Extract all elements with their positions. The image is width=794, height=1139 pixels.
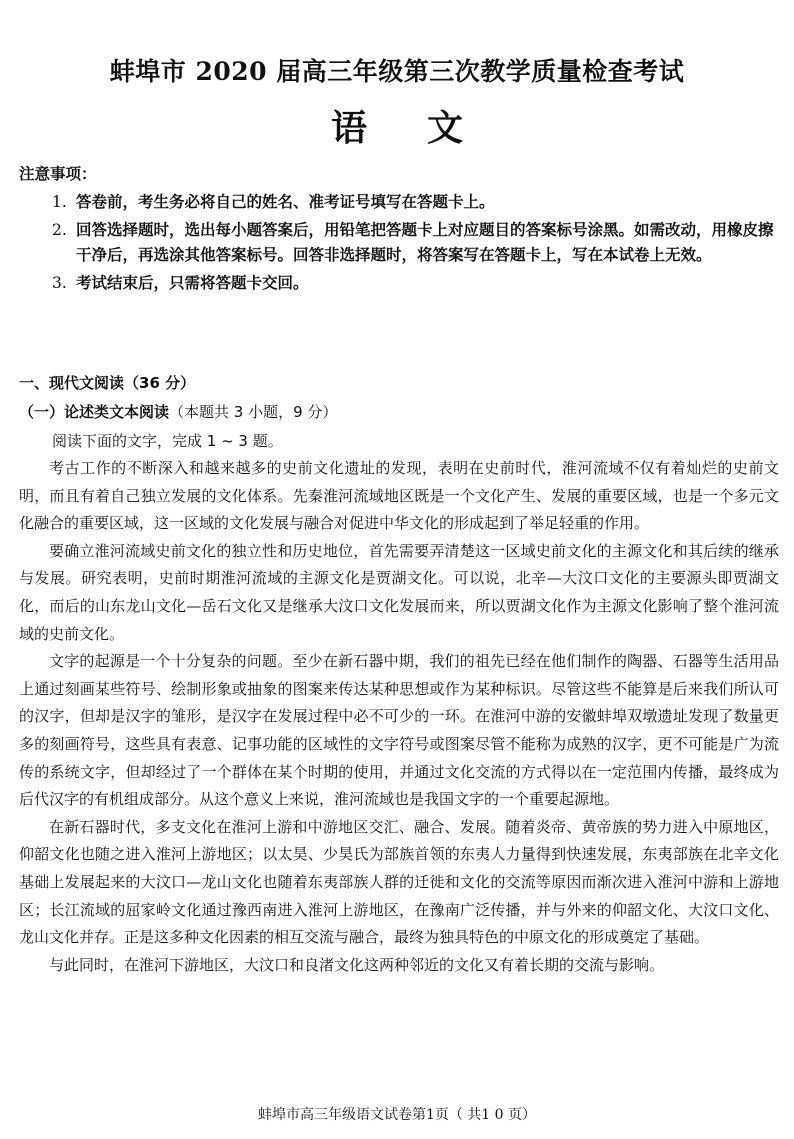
passage (19, 455, 779, 979)
passage-paragraph: 考古工作的不断深入和越来越多的史前文化遗址的发现，表明在史前时代，淮河流域不仅有着灿烂的史前文明，而且有着自己独立发展的文化体系。先秦淮河流域地区既是一个文化产生、发展的重要区域，也是一个多元文化融合的重要区域，这一区域的文化发展与融合对促进中华文化的形成起到了举足轻重的作用。 (19, 459, 779, 533)
notice-item-text: 答卷前，考生务必将自己的姓名、准考证号填写在答题卡上。 (76, 193, 495, 211)
subsection-note: （本题共 3 小题，9 分） (169, 403, 338, 421)
passage-paragraph: 要确立淮河流域史前文化的独立性和历史地位，首先需要弄清楚这一区域史前文化的主源文化和其后续的继承与发展。研究表明，史前时期淮河流域的主源文化是贾湖文化。可以说，北辛—大汶口文化的主要源头即贾湖文化，而后的山东龙山文化—岳石文化又是继承大汶口文化发展而来，所以贾湖文化作为主源文化影响了整个淮河流域的史前文化。 (19, 541, 779, 643)
passage-paragraph: 与此同时，在淮河下游地区，大汶口和良渚文化这两种邻近的文化又有着长期的交流与影响。 (49, 955, 665, 974)
notice-heading: 注意事项： (19, 165, 97, 183)
reading-instruction: 阅读下面的文字，完成 1 ~ 3 题。 (52, 432, 283, 450)
section-heading: 一、现代文阅读（36 分） (19, 374, 196, 392)
notice-item-number: 2. (52, 220, 67, 239)
subject-title: 语文 (330, 108, 523, 149)
notice-item-number: 1. (52, 193, 67, 211)
subsection-title: （一）论述类文本阅读 (19, 403, 170, 421)
notice-item-number: 3. (52, 273, 67, 292)
notice-item-text: 回答选择题时，选出每小题答案后，用铅笔把答题卡上对应题目的答案标号涂黑。如需改动，用橡皮擦干净后，再选涂其他答案标号。回答非选择题时，将答案写在答题卡上，写在本试卷上无效。 (76, 220, 774, 264)
notice-item (52, 218, 782, 269)
notice-item (52, 271, 782, 297)
subsection-heading (19, 401, 337, 422)
notice-item (52, 190, 782, 216)
passage-paragraph: 在新石器时代，多支文化在淮河上游和中游地区交汇、融合、发展。随着炎帝、黄帝族的势力进入中原地区，仰韶文化也随之进入淮河上游地区；以太昊、少昊氏为部族首领的东夷人力量得到快速发展，东夷部族在北辛文化基础上发展起来的大汶口—龙山文化也随着东夷部族人群的迁徙和文化的交流等原因而渐次进入淮河中游和上游地区；长江流域的屈家岭文化通过豫西南进入淮河上游地区，在豫南广泛传播，并与外来的仰韶文化、大汶口文化、龙山文化并存。正是这多种文化因素的相互交流与融合，最终为独具特色的中原文化的形成奠定了基础。 (19, 817, 779, 947)
passage-paragraph: 文字的起源是一个十分复杂的问题。至少在新石器中期，我们的祖先已经在他们制作的陶器、石器等生活用品上通过刻画某些符号、绘制形象或抽象的图案来传达某种思想或作为某种标识。尽管这些不能算是后来我们所认可的汉字，但却是汉字的雏形，是汉字在发展过程中必不可少的一环。在淮河中游的安徽蚌埠双墩遗址发现了数量更多的刻画符号，这些具有表意、记事功能的区域性的文字符号或图案尽管不能称为成熟的汉字，更不可能是广为流传的系统文字，但却经过了一个群体在某个时期的使用，并通过文化交流的方式得以在一定范围内传播，最终成为后代汉字的有机组成部分。从这个意义上来说，淮河流域也是我国文字的一个重要起源地。 (19, 652, 779, 809)
notice-item-text: 考试结束后，只需将答题卡交回。 (76, 273, 309, 292)
exam-title: 蚌埠市 2020 届高三年级第三次教学质量检查考试 (109, 57, 685, 86)
notice-list (52, 190, 782, 298)
page-footer: 蚌埠市高三年级语文试卷第1页（ 共1 0 页） (257, 1107, 537, 1123)
